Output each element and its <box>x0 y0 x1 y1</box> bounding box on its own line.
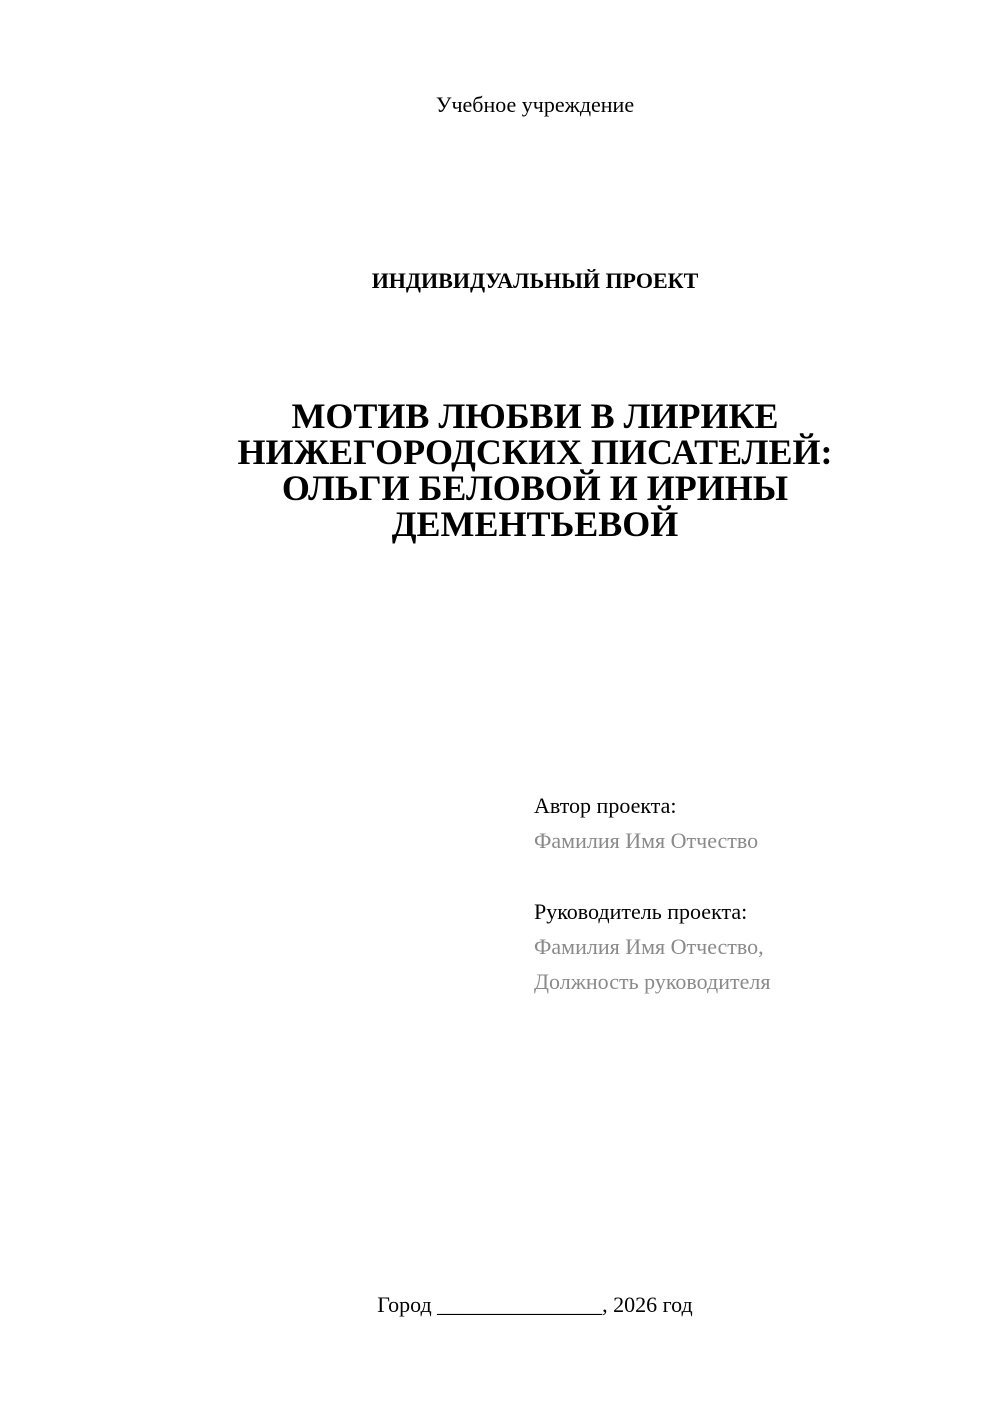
project-title-line-3: ОЛЬГИ БЕЛОВОЙ И ИРИНЫ <box>281 468 789 508</box>
supervisor-name-placeholder[interactable]: Фамилия Имя Отчество, <box>534 934 764 959</box>
city-year-line: Город _______________, 2026 год <box>377 1292 693 1317</box>
author-name-placeholder[interactable]: Фамилия Имя Отчество <box>534 828 759 853</box>
institution-name: Учебное учреждение <box>435 92 635 117</box>
author-block <box>534 788 974 858</box>
author-label: Автор проекта: <box>534 793 677 818</box>
project-title-line-1: МОТИВ ЛЮБВИ В ЛИРИКЕ <box>291 396 779 436</box>
supervisor-position-placeholder[interactable]: Должность руководителя <box>534 969 771 994</box>
project-title-line-4: ДЕМЕНТЬЕВОЙ <box>391 504 679 544</box>
supervisor-block <box>534 894 974 999</box>
supervisor-label: Руководитель проекта: <box>534 899 748 924</box>
project-title <box>0 398 1000 542</box>
project-title-line-2: НИЖЕГОРОДСКИХ ПИСАТЕЛЕЙ: <box>237 432 833 472</box>
project-type-heading: ИНДИВИДУАЛЬНЫЙ ПРОЕКТ <box>371 268 699 293</box>
